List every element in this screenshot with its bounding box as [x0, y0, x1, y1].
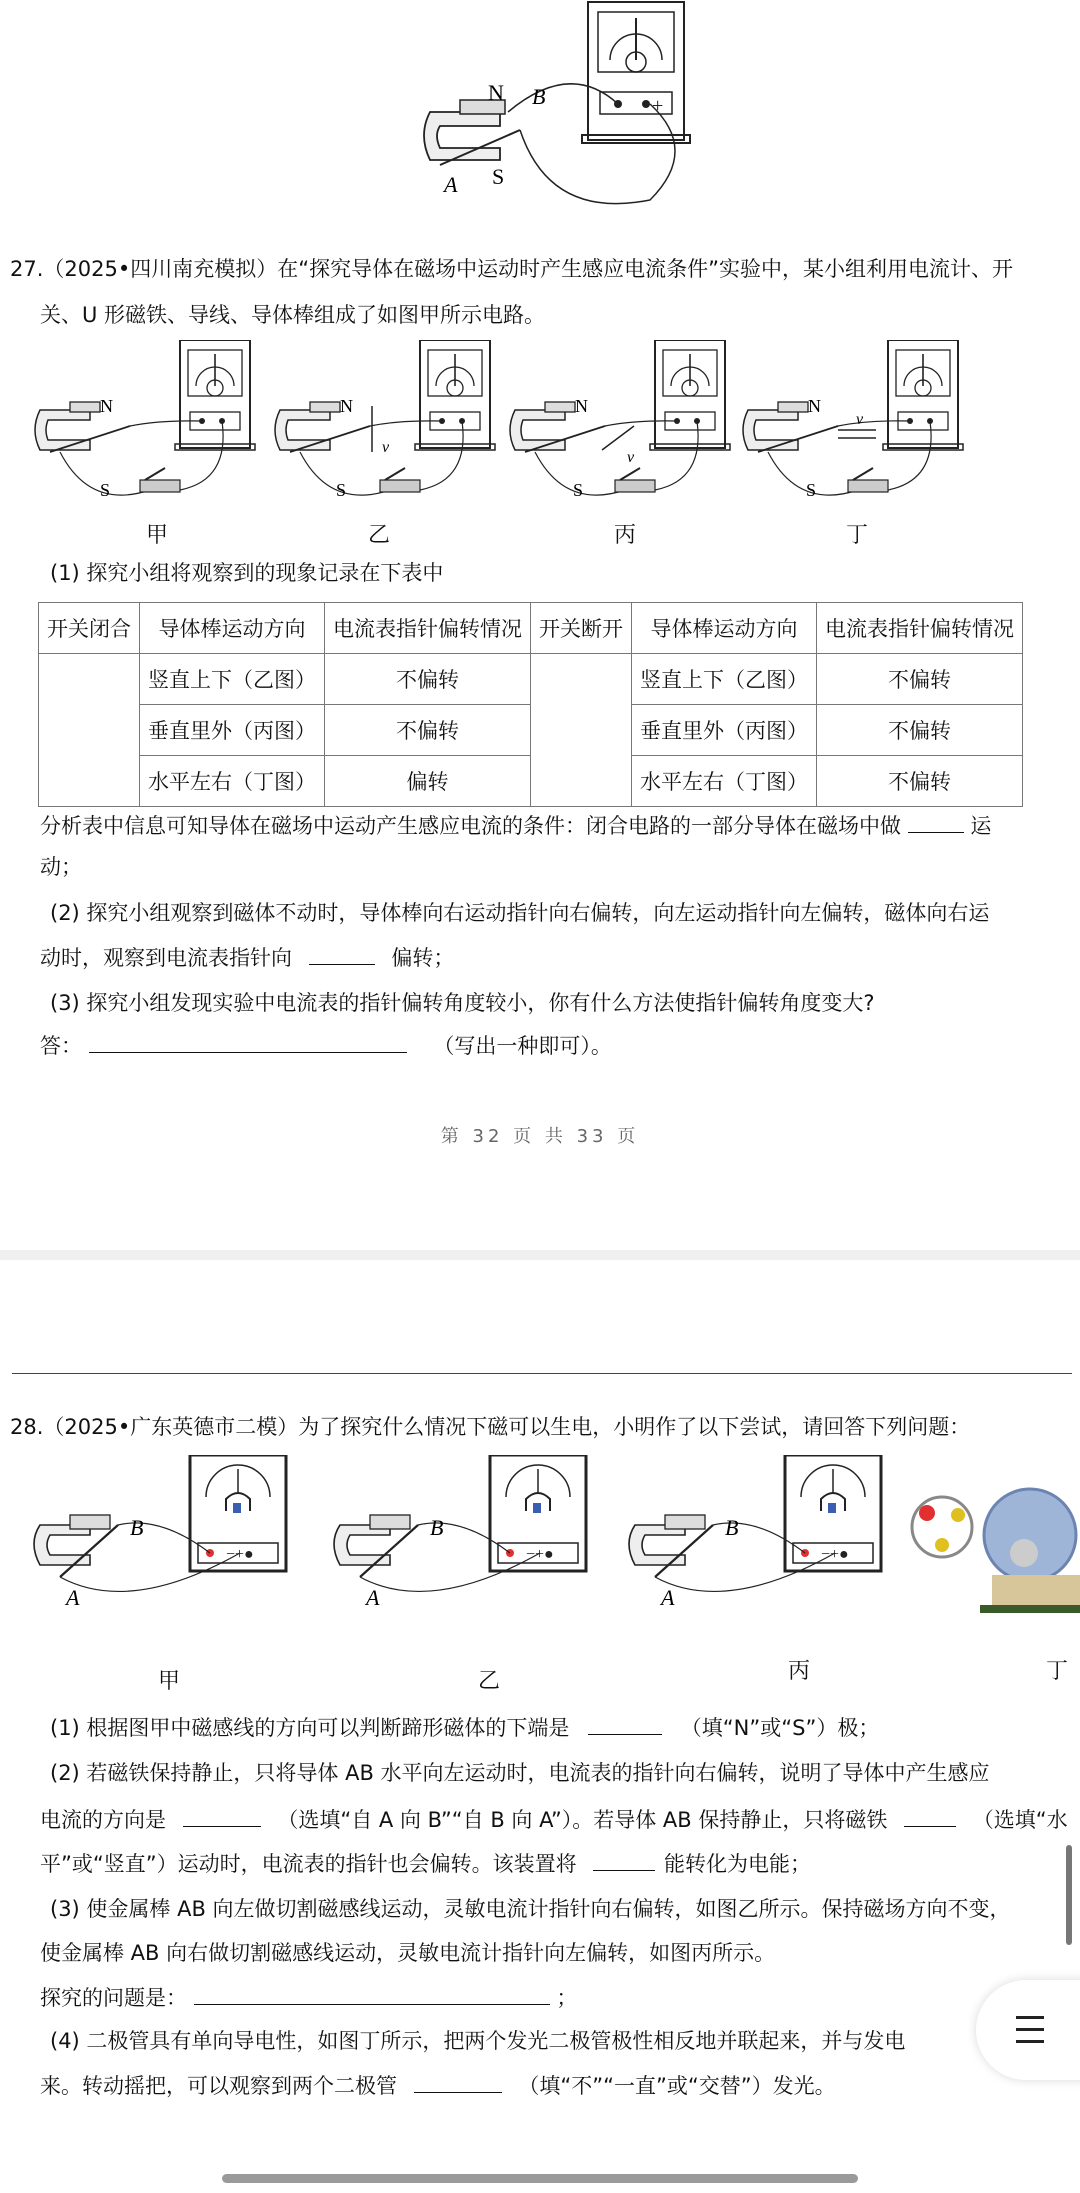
sub2-line3-text: 平”或“竖直”）运动时，电流表的指针也会偏转。该装置将: [40, 1852, 577, 1876]
answer-blank[interactable]: [89, 1030, 407, 1053]
table-cell: 垂直里外（丙图）: [140, 705, 325, 756]
table-row: [39, 654, 1023, 705]
q28-source: （2025•广东英德市二模）: [43, 1415, 299, 1439]
answer-blank[interactable]: [588, 1712, 662, 1735]
table-cell: 水平左右（丁图）: [632, 756, 817, 807]
fig27-n-4: N: [808, 396, 821, 416]
sub2-text-mid: （选填“自 A 向 B”“自 B 向 A”）。若导体 AB 保持静止，只将磁铁: [277, 1808, 888, 1832]
table-cell: 不偏转: [817, 756, 1023, 807]
table-header-cell: 开关断开: [531, 603, 632, 654]
svg-text:+: +: [652, 95, 664, 117]
table-cell: 不偏转: [325, 654, 531, 705]
fig28-b-3: B: [725, 1515, 739, 1540]
q28-figures: [30, 1455, 1080, 1645]
analysis-text-end: 运: [970, 814, 992, 838]
top-figure: [400, 0, 700, 210]
q27-fig-label-jia: 甲: [146, 523, 169, 548]
fig28-b-2: B: [430, 1515, 444, 1540]
q28-stem: [10, 1412, 970, 1442]
fig27-s-3: S: [573, 480, 584, 500]
sub1-text-end: （填“N”或“S”）极；: [680, 1716, 880, 1740]
q28-sub3-line1: (3) 使金属棒 AB 向左做切割磁感线运动，灵敏电流计指针向右偏转，如图乙所示。保持磁场方向不变，: [50, 1897, 1011, 1921]
menu-bar: [1016, 2016, 1044, 2019]
q28-number: 28.: [10, 1415, 44, 1439]
fig28-b-1: B: [130, 1515, 144, 1540]
q28-sub2-line1: (2) 若磁铁保持静止，只将导体 AB 水平向左运动时，电流表的指针向右偏转，说明了导体中产生感应: [50, 1761, 990, 1785]
answer-blank[interactable]: [194, 1982, 550, 2005]
top-fig-s: S: [492, 164, 505, 189]
table-header-cell: 电流表指针偏转情况: [325, 603, 531, 654]
top-fig-b: B: [532, 84, 546, 109]
table-header-cell: 导体棒运动方向: [140, 603, 325, 654]
sub2-text: 动时，观察到电流表指针向: [40, 946, 292, 970]
q27-sub1-intro: (1) 探究小组将观察到的现象记录在下表中: [50, 561, 444, 585]
q28-sub1: [50, 1712, 879, 1743]
answer-blank[interactable]: [183, 1804, 261, 1827]
table-cell: 不偏转: [325, 705, 531, 756]
table-header-cell: 开关闭合: [39, 603, 140, 654]
q27-sub3-answer: [40, 1030, 612, 1061]
q28-sub3-line2: 使金属棒 AB 向右做切割磁感线运动，灵敏电流计指针向左偏转，如图丙所示。: [40, 1941, 776, 1965]
q27-analysis-line1: [40, 810, 991, 841]
fig28-a-1: A: [66, 1585, 80, 1610]
sub3-end: ；: [556, 1986, 578, 2010]
q27-figures: [30, 340, 1080, 540]
menu-bar: [1016, 2040, 1044, 2043]
divider: [12, 1373, 1072, 1374]
fig27-v-3: v: [627, 449, 635, 466]
sub2-text-end: 偏转；: [391, 946, 455, 970]
scrollbar[interactable]: [1066, 1845, 1072, 1945]
q27-fig-label-bing: 丙: [614, 523, 637, 548]
q27-stem-line1: [10, 254, 1013, 284]
answer-blank[interactable]: [904, 1804, 956, 1827]
fig27-n-3: N: [575, 396, 588, 416]
q28-fig-label-ding: 丁: [1046, 1659, 1069, 1684]
top-fig-a: A: [444, 172, 458, 197]
q28-sub3-line3: [40, 1982, 577, 2013]
q27-number: 27.: [10, 257, 44, 281]
fig27-v-4: v: [856, 411, 864, 428]
fig28-a-3: A: [661, 1585, 675, 1610]
home-indicator[interactable]: [222, 2174, 858, 2183]
sub1-text: (1) 根据图甲中磁感线的方向可以判断蹄形磁体的下端是: [50, 1716, 570, 1740]
analysis-text: 分析表中信息可知导体在磁场中运动产生感应电流的条件：闭合电路的一部分导体在磁场中做: [40, 814, 901, 838]
table-cell: 竖直上下（乙图）: [632, 654, 817, 705]
table-cell: 竖直上下（乙图）: [140, 654, 325, 705]
table-cell: 不偏转: [817, 705, 1023, 756]
q27-sub2-line2: [40, 942, 454, 973]
fig27-n-1: N: [100, 396, 113, 416]
table-header-cell: 电流表指针偏转情况: [817, 603, 1023, 654]
answer-blank[interactable]: [309, 942, 375, 965]
q27-sub3-line1: (3) 探究小组发现实验中电流表的指针偏转角度较小，你有什么方法使指针偏转角度变大?: [50, 991, 875, 1015]
sub2-line3-end: 能转化为电能；: [664, 1852, 812, 1876]
page-footer: 第 32 页 共 33 页: [440, 1126, 640, 1147]
table-empty-cell: [39, 654, 140, 807]
q28-fig-label-jia: 甲: [158, 1669, 181, 1694]
fig27-v-2: v: [382, 439, 390, 456]
q28-sub4-line2: [40, 2070, 836, 2101]
q27-stem-line2: 关、U 形磁铁、导线、导体棒组成了如图甲所示电路。: [40, 303, 546, 327]
q28-fig-label-bing: 丙: [788, 1659, 811, 1684]
page-gap: [0, 1250, 1080, 1260]
sub4-text-end: （填“不”“一直”或“交替”）发光。: [518, 2074, 836, 2098]
q28-stem-text: 为了探究什么情况下磁可以生电，小明作了以下尝试，请回答下列问题：: [298, 1415, 971, 1439]
table-cell: 水平左右（丁图）: [140, 756, 325, 807]
answer-label: 答：: [40, 1034, 82, 1058]
top-fig-n: N: [488, 80, 504, 105]
table-header-row: [39, 603, 1023, 654]
q27-fig-label-ding: 丁: [846, 523, 869, 548]
q27-source: （2025•四川南充模拟）: [43, 257, 278, 281]
q28-sub2-line3: [40, 1848, 811, 1879]
answer-blank[interactable]: [908, 810, 964, 833]
sub2-text-end: （选填“水: [972, 1808, 1068, 1832]
q27-observation-table: [38, 602, 1023, 807]
fig28-a-2: A: [366, 1585, 380, 1610]
fig27-s-1: S: [100, 480, 111, 500]
answer-hint: （写出一种即可）。: [433, 1034, 612, 1058]
sub3-question-label: 探究的问题是：: [40, 1986, 187, 2010]
sub4-text: 来。转动摇把，可以观察到两个二极管: [40, 2074, 397, 2098]
q27-analysis-line2: 动；: [40, 855, 82, 879]
fig27-n-2: N: [340, 396, 353, 416]
sub2-text: 电流的方向是: [40, 1808, 166, 1832]
fig27-s-2: S: [336, 480, 347, 500]
q28-sub4-line1: (4) 二极管具有单向导电性，如图丁所示，把两个发光二极管极性相反地并联起来，并与发电: [50, 2029, 906, 2053]
fig27-s-4: S: [806, 480, 817, 500]
table-header-cell: 导体棒运动方向: [632, 603, 817, 654]
q27-fig-label-yi: 乙: [368, 523, 391, 548]
q28-fig-label-yi: 乙: [478, 1669, 501, 1694]
q27-sub2-line1: (2) 探究小组观察到磁体不动时，导体棒向右运动指针向右偏转，向左运动指针向左偏转，磁体向右运: [50, 901, 990, 925]
menu-bar: [1016, 2028, 1044, 2031]
table-cell: 偏转: [325, 756, 531, 807]
hamburger-menu-icon[interactable]: [976, 1980, 1080, 2080]
answer-blank[interactable]: [414, 2070, 502, 2093]
answer-blank[interactable]: [593, 1848, 655, 1871]
table-empty-cell: [531, 654, 632, 807]
q28-sub2-line2: [40, 1804, 1068, 1835]
table-cell: 不偏转: [817, 654, 1023, 705]
q27-stem-text: 在“探究导体在磁场中运动时产生感应电流条件”实验中，某小组利用电流计、开: [277, 257, 1014, 281]
table-cell: 垂直里外（丙图）: [632, 705, 817, 756]
